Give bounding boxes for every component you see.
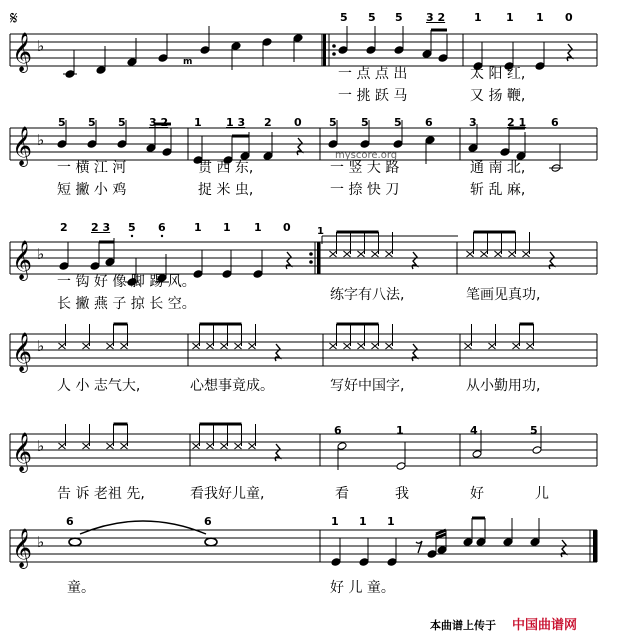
note-head — [530, 538, 540, 547]
whole-note — [69, 538, 81, 546]
lyric-text: 长 撇 燕 子 掠 长 空。 — [57, 296, 196, 312]
jianpu-number: 4 — [470, 424, 478, 437]
x-note-head — [330, 343, 337, 349]
x-note-head — [193, 443, 200, 449]
flat-sign: ♭ — [37, 131, 45, 149]
lyric-text: 告 诉 老祖 先, — [57, 486, 145, 502]
x-note-head — [489, 343, 496, 349]
jianpu-number: 5 — [361, 116, 369, 129]
x-note-head — [344, 343, 351, 349]
jianpu-number: 1 — [506, 11, 514, 24]
lyric-text: 写好中国字, — [330, 378, 405, 394]
jianpu-number: 3 2 — [149, 116, 169, 129]
repeat-dot — [332, 44, 336, 48]
x-note-head — [249, 343, 256, 349]
x-note-head — [221, 443, 228, 449]
jianpu-number: 6 — [66, 515, 74, 528]
lyric-text: 人 小 志气大, — [57, 378, 141, 394]
note-head — [96, 66, 106, 75]
lyric-text: 看 — [335, 486, 349, 502]
x-note-head — [513, 343, 520, 349]
jianpu-number: 0 — [565, 11, 573, 24]
note-head — [535, 62, 545, 71]
jianpu-number: 5 — [128, 221, 136, 234]
note-head — [425, 136, 435, 145]
x-note-head — [121, 343, 128, 349]
note-head — [387, 558, 397, 567]
flat-sign: ♭ — [37, 37, 45, 55]
lyric-text: 通 南 北, — [470, 160, 526, 176]
x-note-head — [358, 343, 365, 349]
x-note-head — [386, 343, 393, 349]
x-note-head — [523, 251, 530, 257]
x-note-head — [527, 343, 534, 349]
x-note-head — [372, 343, 379, 349]
treble-clef: 𝄞 — [12, 126, 33, 166]
jianpu-number: 5 — [340, 11, 348, 24]
note-head — [117, 140, 127, 149]
x-note-head — [481, 251, 488, 257]
jianpu-number: 1 — [331, 515, 339, 528]
site-logo-text: 中国曲谱网 — [512, 618, 578, 633]
lyric-text: 太 阳 红, — [470, 66, 526, 82]
whole-note — [205, 538, 217, 546]
volta-number: 1 — [317, 226, 324, 237]
x-note-head — [386, 251, 393, 257]
x-note-head — [107, 443, 114, 449]
lyric-text: 心想事竟成。 — [190, 378, 274, 394]
jianpu-number: 5 — [88, 116, 96, 129]
lyric-text: 一 捺 快 刀 — [330, 182, 400, 198]
note-head — [90, 262, 100, 271]
lyric-text: 又 扬 鞭, — [470, 88, 526, 104]
note-head — [422, 50, 432, 59]
x-note-head — [467, 251, 474, 257]
jianpu-number: 5 — [395, 11, 403, 24]
site-logo[interactable] — [512, 614, 577, 633]
note-head — [437, 546, 447, 555]
jianpu-number: 2 3 — [91, 221, 111, 234]
jianpu-number: 6 — [158, 221, 166, 234]
final-thick-bar — [593, 530, 597, 562]
jianpu-number: 0 — [294, 116, 302, 129]
note-head — [337, 442, 347, 451]
jianpu-number: 5 — [329, 116, 337, 129]
lyric-text: 捉 米 虫, — [198, 182, 254, 198]
jianpu-number: 1 — [536, 11, 544, 24]
note-head — [87, 140, 97, 149]
jianpu-number: 1 — [387, 515, 395, 528]
x-note-head — [235, 343, 242, 349]
treble-clef: 𝄞 — [12, 332, 33, 372]
jianpu-number: 5 — [118, 116, 126, 129]
lyric-text: 笔画见真功, — [466, 287, 541, 304]
jianpu-number: 5 — [530, 424, 538, 437]
jianpu-number: 3 — [469, 116, 477, 129]
x-note-head — [465, 343, 472, 349]
note-head — [162, 148, 172, 157]
note-head — [146, 144, 156, 153]
x-note-head — [495, 251, 502, 257]
note-head — [328, 140, 338, 149]
repeat-thick-bar — [317, 242, 320, 274]
lyric-text: 儿 — [535, 486, 549, 502]
x-note-head — [509, 251, 516, 257]
lyric-text: 一 横 江 河 — [57, 160, 127, 176]
note-head — [158, 54, 168, 63]
jianpu-number: 1 — [194, 221, 202, 234]
lyric-text: 贯 西 东, — [198, 160, 254, 176]
jianpu-number: 5 — [394, 116, 402, 129]
lyric-text: 斩 乱 麻, — [470, 182, 526, 198]
x-note-head — [221, 343, 228, 349]
jianpu-number: 6 — [334, 424, 342, 437]
treble-clef: 𝄞 — [12, 240, 33, 280]
lyric-text: 练字有八法, — [330, 287, 405, 304]
note-head — [253, 270, 263, 279]
jianpu-number: 2 1 — [507, 116, 527, 129]
note-head — [427, 550, 437, 559]
staccato-dot — [131, 235, 133, 237]
x-note-head — [372, 251, 379, 257]
eighth-rest — [416, 541, 422, 553]
jianpu-number: 1 — [396, 424, 404, 437]
lyric-text: 从小勤用功, — [466, 378, 541, 394]
x-note-head — [207, 443, 214, 449]
x-note-head — [193, 343, 200, 349]
x-note-head — [330, 251, 337, 257]
tie-slur — [80, 521, 206, 534]
lyric-text: 好 儿 童。 — [330, 580, 395, 596]
upload-credit-text: 本曲谱上传于 — [430, 619, 496, 632]
treble-clef: 𝄞 — [12, 528, 33, 568]
note-head — [468, 144, 478, 153]
repeat-thick-bar — [323, 34, 326, 66]
jianpu-number: 0 — [283, 221, 291, 234]
x-note-head — [59, 443, 66, 449]
jianpu-number: 5 — [368, 11, 376, 24]
flat-sign: ♭ — [37, 437, 45, 455]
note-head — [393, 140, 403, 149]
x-note-head — [83, 343, 90, 349]
jianpu-number: 1 3 — [226, 116, 246, 129]
note-head — [359, 558, 369, 567]
jianpu-number: 1 — [474, 11, 482, 24]
note-head — [127, 58, 137, 67]
repeat-dot — [309, 260, 313, 264]
note-head — [331, 558, 341, 567]
note-head — [396, 462, 406, 471]
jianpu-number: 2 — [264, 116, 272, 129]
note-head — [472, 450, 482, 459]
x-note-head — [358, 251, 365, 257]
lyric-text: 短 撇 小 鸡 — [57, 182, 127, 198]
note-head — [360, 140, 370, 149]
flat-sign: ♭ — [37, 533, 45, 551]
x-note-head — [59, 343, 66, 349]
jianpu-number: 1 — [254, 221, 262, 234]
jianpu-number: 6 — [425, 116, 433, 129]
jianpu-number: 2 — [60, 221, 68, 234]
jianpu-number: 5 — [58, 116, 66, 129]
x-note-head — [121, 443, 128, 449]
x-note-head — [83, 443, 90, 449]
segno-sign: 𝄋 — [10, 8, 18, 29]
note-head — [476, 538, 486, 547]
note-head — [516, 152, 526, 161]
note-head — [105, 258, 115, 267]
note-head — [463, 538, 473, 547]
lyric-text: 好 — [470, 486, 484, 502]
lyric-text: 一 竖 大 路 — [330, 160, 400, 176]
jianpu-number: 6 — [204, 515, 212, 528]
lyric-text: 一 点 点 出 — [338, 66, 408, 82]
note-head — [500, 148, 510, 157]
note-head — [263, 152, 273, 161]
jianpu-number: 1 — [359, 515, 367, 528]
note-head — [394, 46, 404, 55]
jianpu-number: 1 — [194, 116, 202, 129]
lyric-text: 我 — [395, 486, 409, 502]
upload-credit — [430, 617, 496, 633]
x-note-head — [107, 343, 114, 349]
note-head — [438, 54, 448, 63]
note-head — [503, 538, 513, 547]
repeat-dot — [309, 252, 313, 256]
note-head — [231, 42, 241, 51]
flat-sign: ♭ — [37, 245, 45, 263]
jianpu-number: 3 2 — [426, 11, 446, 24]
lyric-text: 童。 — [67, 580, 95, 596]
staccato-dot — [161, 235, 163, 237]
note-head — [240, 152, 250, 161]
x-note-head — [344, 251, 351, 257]
note-head — [366, 46, 376, 55]
lyric-text: 一 挑 跃 马 — [338, 88, 408, 104]
note-head — [532, 446, 542, 455]
note-head — [59, 262, 69, 271]
dynamic-marking: m — [183, 57, 193, 67]
jianpu-number: 6 — [551, 116, 559, 129]
lyric-text: 一 钩 好 像 脚 踢 风。 — [57, 274, 196, 290]
treble-clef: 𝄞 — [12, 432, 33, 472]
note-head — [200, 46, 210, 55]
note-head — [262, 38, 272, 47]
note-head — [293, 34, 303, 43]
treble-clef: 𝄞 — [12, 32, 33, 72]
x-note-head — [235, 443, 242, 449]
watermark-text: myscore.org — [335, 150, 398, 161]
repeat-dot — [332, 52, 336, 56]
note-head — [222, 270, 232, 279]
jianpu-number: 1 — [223, 221, 231, 234]
lyric-text: 看我好儿童, — [190, 486, 265, 502]
note-head — [57, 140, 67, 149]
note-head — [338, 46, 348, 55]
x-note-head — [207, 343, 214, 349]
flat-sign: ♭ — [37, 337, 45, 355]
x-note-head — [249, 443, 256, 449]
